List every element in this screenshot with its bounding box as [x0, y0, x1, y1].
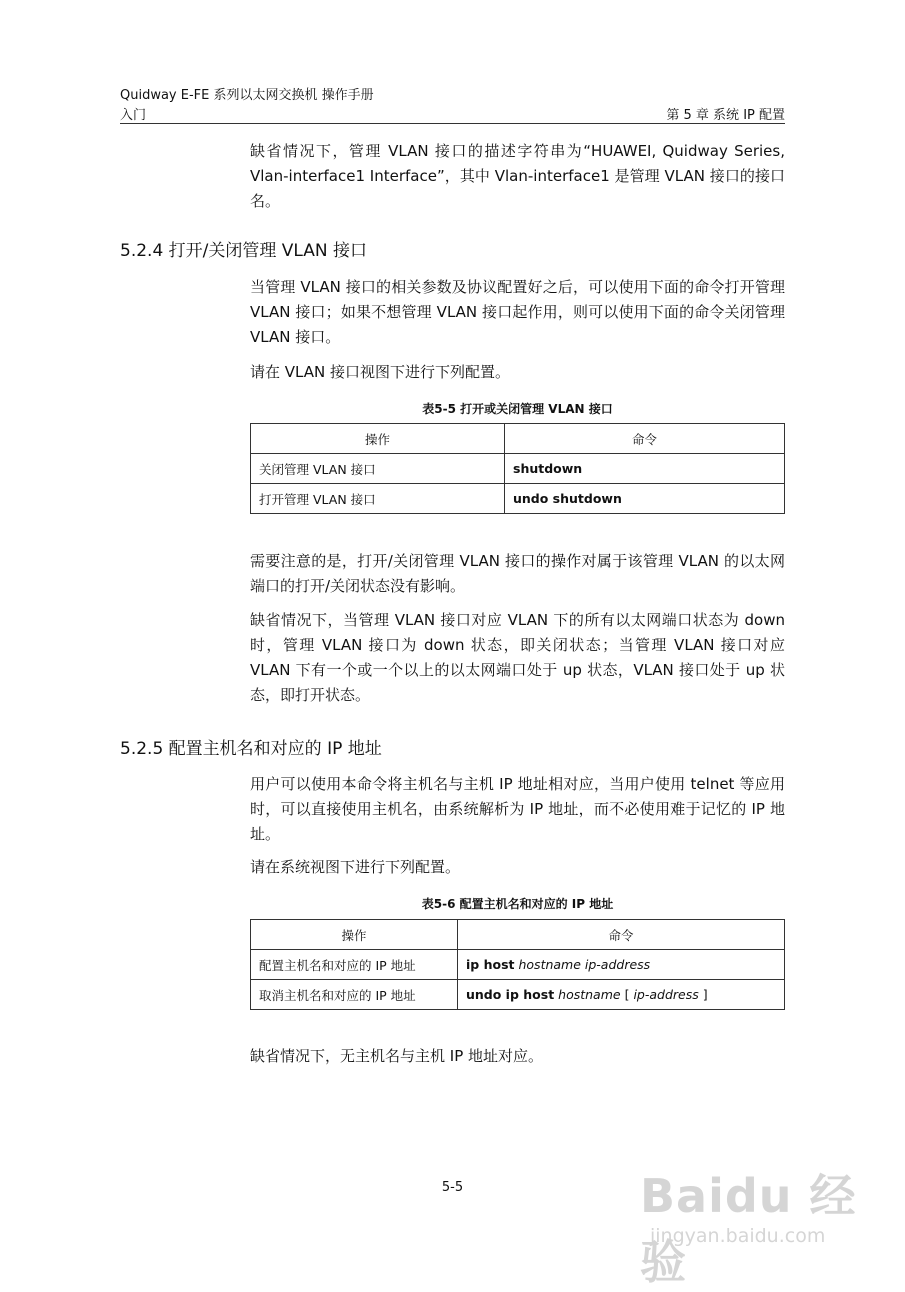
table-5-5-caption: 表5-5 打开或关闭管理 VLAN 接口: [422, 402, 613, 416]
command-argument-optional: ip-address: [633, 987, 699, 1002]
table-5-5: [250, 423, 785, 514]
watermark-logo: Baidu 经验: [640, 1169, 857, 1289]
table-row: [251, 484, 785, 514]
header-divider: [120, 123, 785, 124]
section-5-2-5-para3: 缺省情况下，无主机名与主机 IP 地址对应。: [250, 1047, 544, 1065]
section-5-2-4-para2: 请在 VLAN 接口视图下进行下列配置。: [250, 363, 510, 381]
table-header-operation: 操作: [251, 920, 458, 950]
section-heading-5-2-4: 5.2.4 打开/关闭管理 VLAN 接口: [120, 241, 368, 261]
table-header-command: 命令: [505, 424, 785, 454]
optional-bracket-close: ]: [702, 987, 708, 1002]
table-row: [251, 980, 785, 1010]
table-header-row: [251, 424, 785, 454]
command-argument: hostname: [558, 987, 621, 1002]
table-cell-operation: 打开管理 VLAN 接口: [251, 484, 505, 514]
section-heading-5-2-5: 5.2.5 配置主机名和对应的 IP 地址: [120, 739, 382, 759]
table-cell-command: [505, 454, 785, 484]
command-keyword: shutdown: [513, 461, 583, 476]
table-header-command: 命令: [458, 920, 785, 950]
header-subtitle: 入门: [120, 108, 147, 123]
table-header-operation: 操作: [251, 424, 505, 454]
table-cell-command: [458, 980, 785, 1010]
section-5-2-4-para1: 当管理 VLAN 接口的相关参数及协议配置好之后，可以使用下面的命令打开管理 VLAN 接口；如果不想管理 VLAN 接口起作用，则可以使用下面的命令关闭管理 VLAN 接口。: [250, 278, 785, 346]
header-chapter: 第 5 章 系统 IP 配置: [666, 108, 785, 123]
section-5-2-4-para4: 缺省情况下，当管理 VLAN 接口对应 VLAN 下的所有以太网端口状态为 down 时，管理 VLAN 接口为 down 状态，即关闭状态；当管理 VLAN 接口对应 VLAN 下有一个或一个以上的以太网端口处于 up 状态，VLAN 接口处于 up 状态，即打开状态。: [250, 611, 785, 704]
table-5-6: [250, 919, 785, 1010]
header-title: Quidway E-FE 系列以太网交换机 操作手册: [120, 88, 374, 103]
section-5-2-5-para2: 请在系统视图下进行下列配置。: [250, 858, 461, 876]
command-keyword: undo shutdown: [513, 491, 622, 506]
optional-bracket-open: [: [624, 987, 630, 1002]
page-number: 5-5: [441, 1180, 464, 1195]
section-5-2-5-para1: 用户可以使用本命令将主机名与主机 IP 地址相对应，当用户使用 telnet 等应用时，可以直接使用主机名，由系统解析为 IP 地址，而不必使用难于记忆的 IP 地址。: [250, 775, 785, 843]
command-keyword: ip host: [466, 957, 515, 972]
section-5-2-4-para3: 需要注意的是，打开/关闭管理 VLAN 接口的操作对属于该管理 VLAN 的以太网端口的打开/关闭状态没有影响。: [250, 552, 785, 595]
watermark-url: jingyan.baidu.com: [650, 1225, 826, 1247]
table-cell-operation: 配置主机名和对应的 IP 地址: [251, 950, 458, 980]
table-cell-command: [505, 484, 785, 514]
table-row: [251, 454, 785, 484]
command-keyword: undo ip host: [466, 987, 555, 1002]
table-cell-operation: 取消主机名和对应的 IP 地址: [251, 980, 458, 1010]
command-argument: hostname ip-address: [518, 957, 651, 972]
table-row: [251, 950, 785, 980]
table-cell-operation: 关闭管理 VLAN 接口: [251, 454, 505, 484]
table-5-6-caption: 表5-6 配置主机名和对应的 IP 地址: [421, 897, 614, 911]
intro-paragraph: 缺省情况下，管理 VLAN 接口的描述字符串为“HUAWEI, Quidway Series, Vlan-interface1 Interface”，其中 Vlan-interface1 是管理 VLAN 接口的接口名。: [250, 142, 785, 210]
table-cell-command: [458, 950, 785, 980]
watermark: [640, 1150, 890, 1289]
table-header-row: [251, 920, 785, 950]
